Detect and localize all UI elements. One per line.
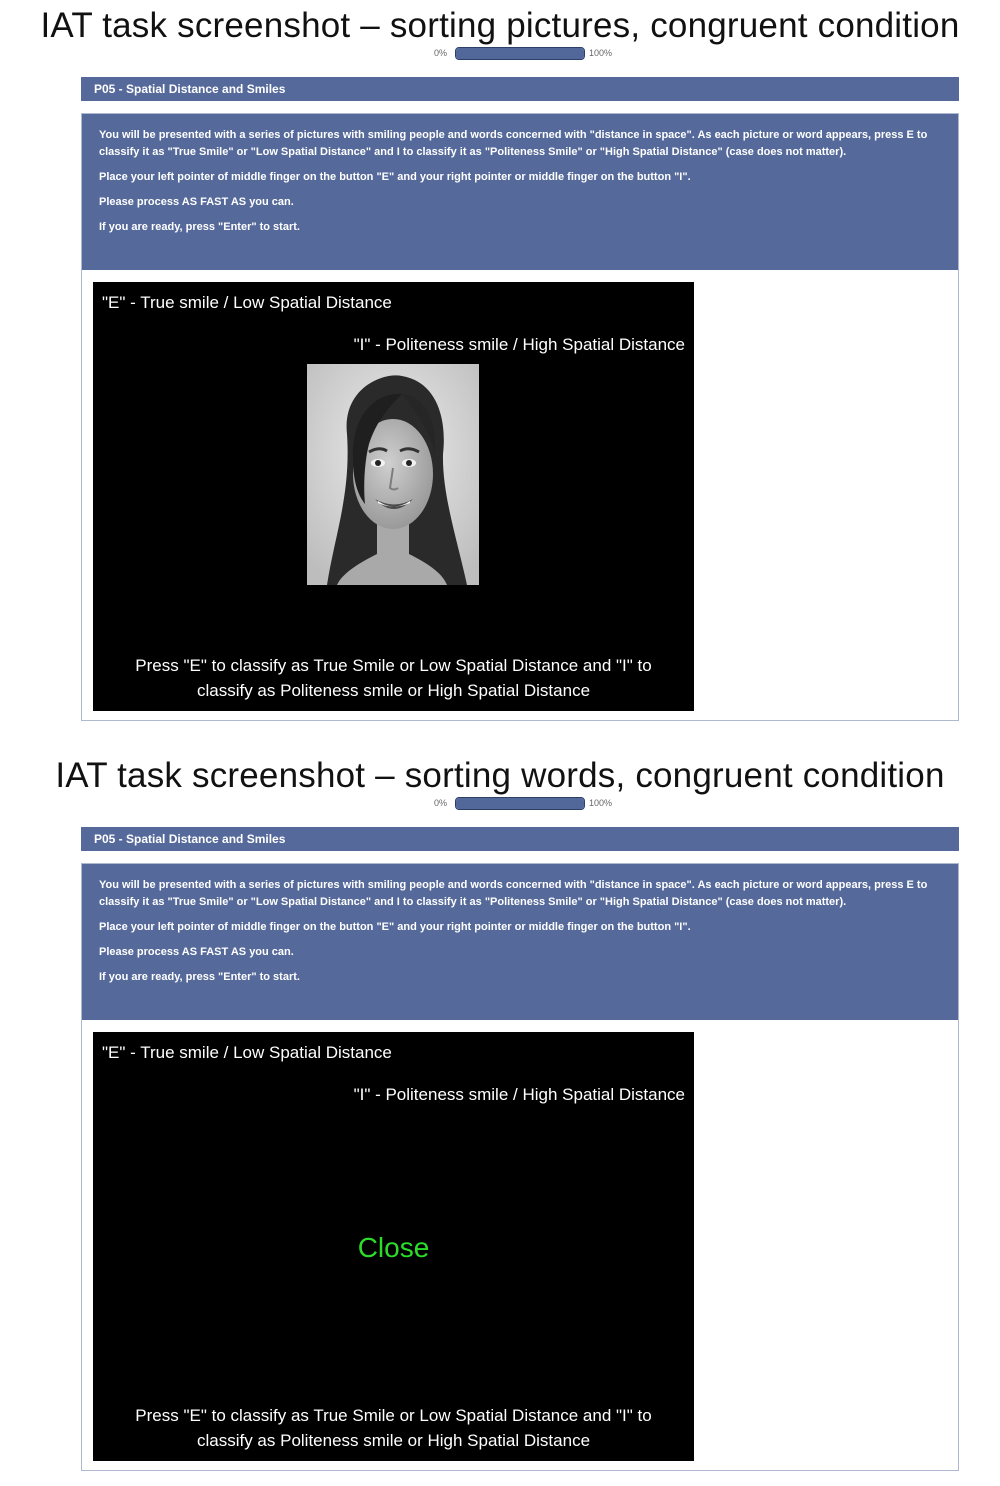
progress-start-label: 0% bbox=[434, 48, 448, 58]
progress-end-label: 100% bbox=[589, 798, 613, 808]
figure-caption: IAT task screenshot – sorting pictures, congruent condition bbox=[40, 6, 960, 45]
bottom-instruction bbox=[93, 653, 694, 703]
instruction-paragraph: You will be presented with a series of pictures with smiling people and words concerned with "distance in space". As each picture or word appears, press E to classify it as "True Smile" or "Low Spatial Distance" and I to classify it as "Politeness Smile" or "High Spatial Distance" (case does not matter). bbox=[99, 129, 928, 158]
bottom-instruction-line: classify as Politeness smile or High Spatial Distance bbox=[196, 681, 591, 700]
bottom-instruction-line: Press "E" to classify as True Smile or Low Spatial Distance and "I" to bbox=[135, 1406, 652, 1425]
survey-title: P05 - Spatial Distance and Smiles bbox=[81, 827, 959, 851]
portrait-svg bbox=[307, 364, 479, 585]
progress-indicator bbox=[430, 47, 630, 61]
progress-end-label: 100% bbox=[589, 48, 613, 58]
figure-caption: IAT task screenshot – sorting words, congruent condition bbox=[55, 756, 945, 795]
bottom-instruction-line: classify as Politeness smile or High Spatial Distance bbox=[196, 1431, 591, 1450]
progress-fill bbox=[456, 48, 584, 59]
progress-bar bbox=[455, 797, 585, 810]
stimulus-word: Close bbox=[357, 1232, 430, 1263]
right-category-label: "I" - Politeness smile / High Spatial Distance bbox=[353, 335, 685, 354]
left-category-label: "E" - True smile / Low Spatial Distance bbox=[102, 293, 392, 312]
instruction-paragraph: If you are ready, press "Enter" to start. bbox=[99, 971, 300, 983]
instruction-paragraph: You will be presented with a series of pictures with smiling people and words concerned with "distance in space". As each picture or word appears, press E to classify it as "True Smile" or "Low Spatial Distance" and I to classify it as "Politeness Smile" or "High Spatial Distance" (case does not matter). bbox=[99, 879, 928, 908]
instruction-paragraph: Place your left pointer of middle finger on the button "E" and your right pointer or middle finger on the button "I". bbox=[99, 921, 691, 933]
instruction-paragraph: Please process AS FAST AS you can. bbox=[99, 196, 294, 208]
instruction-paragraph: If you are ready, press "Enter" to start. bbox=[99, 221, 300, 233]
iat-task-screen[interactable] bbox=[93, 1032, 694, 1461]
bottom-instruction-line: Press "E" to classify as True Smile or Low Spatial Distance and "I" to bbox=[135, 656, 652, 675]
instruction-paragraph: Place your left pointer of middle finger on the button "E" and your right pointer or middle finger on the button "I". bbox=[99, 171, 691, 183]
survey-frame bbox=[81, 863, 959, 1471]
progress-start-label: 0% bbox=[434, 798, 448, 808]
progress-indicator bbox=[430, 797, 630, 811]
survey-title: P05 - Spatial Distance and Smiles bbox=[81, 77, 959, 101]
instructions-box bbox=[82, 114, 958, 270]
instructions-box bbox=[82, 864, 958, 1020]
progress-bar bbox=[455, 47, 585, 60]
instruction-paragraph: Please process AS FAST AS you can. bbox=[99, 946, 294, 958]
progress-fill bbox=[456, 798, 584, 809]
iat-task-screen[interactable] bbox=[93, 282, 694, 711]
survey-frame bbox=[81, 113, 959, 721]
smiling-woman-portrait-icon bbox=[307, 364, 479, 585]
right-category-label: "I" - Politeness smile / High Spatial Distance bbox=[353, 1085, 685, 1104]
left-category-label: "E" - True smile / Low Spatial Distance bbox=[102, 1043, 392, 1062]
bottom-instruction bbox=[93, 1403, 694, 1453]
